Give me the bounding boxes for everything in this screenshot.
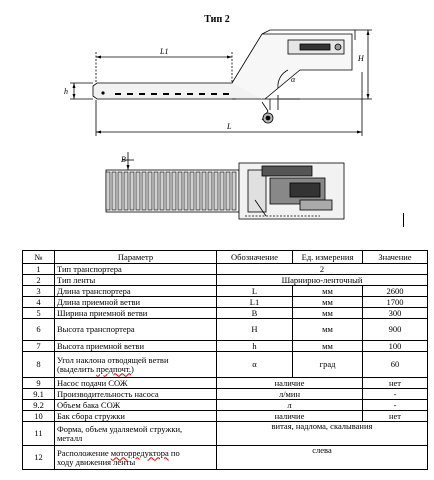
table-row: 1 Тип транспортера 2 (23, 264, 428, 275)
table-row: 9 Насос подачи СОЖ наличие нет (23, 378, 428, 389)
label-h-big: H (358, 54, 364, 63)
header-param: Параметр (55, 251, 217, 264)
label-alpha: α (291, 75, 296, 84)
table-row: 4 Длина приемной ветви L1 мм 1700 (23, 297, 428, 308)
table-row: 9.1 Производительность насоса л/мин - (23, 389, 428, 400)
table-row: 7 Высота приемной ветви h мм 100 (23, 341, 428, 352)
header-unit: Ед. измерения (293, 251, 363, 264)
side-view (70, 30, 372, 136)
table-row: 6 Высота транспортера H мм 900 (23, 319, 428, 341)
top-view (106, 152, 344, 219)
spec-table (22, 250, 428, 470)
header-num: № (23, 251, 55, 264)
table-row: 8 Угол наклона отводящей ветви (выделить предпочт.) α град 60 (23, 352, 428, 378)
table-row: 5 Ширина приемной ветви B мм 300 (23, 308, 428, 319)
table-row: 12 Расположение моторредуктора по ходу движения ленты слева (23, 446, 428, 470)
table-row: 3 Длина транспортера L мм 2600 (23, 286, 428, 297)
header-symbol: Обозначение (217, 251, 293, 264)
label-h-small: h (64, 87, 68, 96)
table-row: 2 Тип ленты Шарнирно-ленточный (23, 275, 428, 286)
table-row: 9.2 Объем бака СОЖ л - (23, 400, 428, 411)
label-b: B (121, 155, 126, 164)
label-l: L (227, 122, 232, 131)
table-header (23, 251, 428, 264)
table-row: 11 Форма, объем удаляемой стружки, металл витая, надлома, скалывания (23, 422, 428, 446)
table-row: 10 Бак сбора стружки наличие нет (23, 411, 428, 422)
document-title: Тип 2 (204, 14, 230, 25)
text-cursor (403, 213, 404, 227)
header-value: Значение (363, 251, 428, 264)
label-l1: L1 (160, 47, 169, 56)
